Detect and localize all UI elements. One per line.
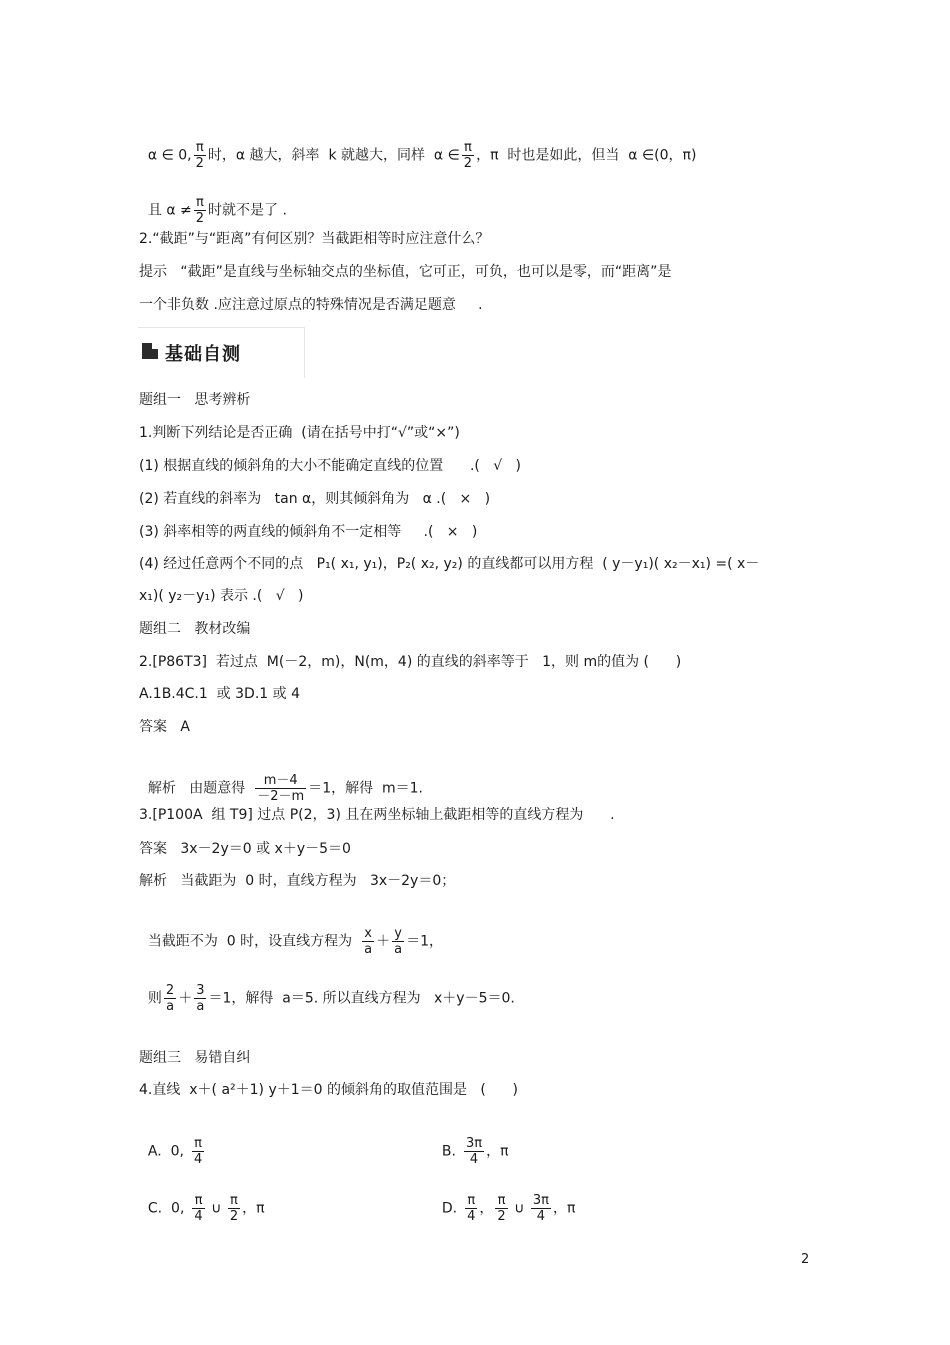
numerator: π bbox=[194, 1193, 203, 1208]
text-fragment: ＋ bbox=[376, 933, 391, 950]
denominator: a bbox=[394, 942, 403, 957]
text-fragment: 当截距不为 0 时，设直线方程为 bbox=[147, 933, 353, 950]
question-2-heading: 2.“截距”与“距离”有何区别？当截距相等时应注意什么？ bbox=[139, 231, 490, 247]
page-number: 2 bbox=[801, 1252, 810, 1267]
problem-4-stem: 4.直线 x＋( a²＋1) y＋1＝0 的倾斜角的取值范围是 ( ) bbox=[139, 1082, 518, 1098]
text-line bbox=[139, 122, 696, 171]
denominator: a bbox=[364, 942, 373, 957]
text-fragment: 则 bbox=[147, 990, 162, 1007]
fraction bbox=[194, 195, 206, 226]
fraction bbox=[192, 1193, 204, 1224]
denominator: 2 bbox=[497, 1209, 506, 1224]
statement-1: (1) 根据直线的倾斜角的大小不能确定直线的位置 .( √ ) bbox=[139, 458, 521, 474]
numerator: 2 bbox=[165, 983, 175, 998]
group-2-title: 题组二 教材改编 bbox=[139, 621, 251, 637]
problem-3-solution-1: 解析 当截距为 0 时，直线方程为 3x－2y＝0； bbox=[139, 873, 456, 889]
problem-2-options: A.1B.4C.1 或 3D.1 或 4 bbox=[139, 686, 300, 702]
denominator: 4 bbox=[194, 1209, 203, 1224]
numerator: π bbox=[195, 195, 204, 210]
text-fragment: 且 α ≠ bbox=[147, 202, 192, 219]
denominator: 4 bbox=[531, 1208, 551, 1224]
text-fragment: ，π 时也是如此，但当 α ∈(0，π) bbox=[476, 147, 697, 164]
fraction bbox=[255, 773, 306, 804]
tip-line-1: 提示 “截距”是直线与坐标轴交点的坐标值，它可正，可负，也可以是零，而“距离”是 bbox=[139, 264, 672, 280]
fraction bbox=[164, 983, 176, 1014]
numerator: π bbox=[194, 1136, 202, 1151]
text-fragment: ＝1， bbox=[406, 933, 444, 950]
tip-line-2: 一个非负数 .应注意过原点的特殊情况是否满足题意 . bbox=[139, 297, 483, 313]
statement-4-line-1: (4) 经过任意两个不同的点 P₁( x₁, y₁)，P₂( x₂, y₂) 的直线都可以用方程 ( y－y₁)( x₂－x₁) =( x－ bbox=[139, 556, 760, 572]
option-label: A. 0, bbox=[147, 1143, 184, 1160]
option-label: B. bbox=[441, 1143, 456, 1160]
option-a bbox=[139, 1118, 206, 1167]
section-header bbox=[138, 327, 305, 378]
statement-3: (3) 斜率相等的两直线的倾斜角不一定相等 .( × ) bbox=[139, 524, 478, 540]
statement-4-line-2: x₁)( y₂－y₁) 表示 .( √ ) bbox=[139, 588, 304, 604]
text-fragment: ＝1，解得 m＝1. bbox=[308, 780, 424, 797]
text-fragment: ， bbox=[479, 1200, 494, 1217]
option-c bbox=[139, 1175, 265, 1224]
text-fragment: ∪ bbox=[509, 1200, 529, 1217]
statement-2: (2) 若直线的斜率为 tan α，则其倾斜角为 α .( × ) bbox=[139, 491, 491, 507]
denominator: a bbox=[194, 998, 206, 1014]
section-title: 基础自测 bbox=[165, 344, 241, 365]
denominator: 4 bbox=[464, 1151, 484, 1167]
numerator: y bbox=[394, 926, 402, 941]
text-fragment: 时就不是了 . bbox=[208, 202, 287, 219]
text-fragment: ∪ bbox=[206, 1200, 226, 1217]
option-label: D. bbox=[441, 1200, 458, 1217]
fraction bbox=[228, 1193, 240, 1224]
text-fragment: ，π bbox=[242, 1200, 265, 1217]
numerator: 3 bbox=[196, 983, 205, 998]
fraction bbox=[194, 140, 206, 171]
denominator: a bbox=[164, 998, 176, 1014]
text-fragment: 时，α 越大，斜率 k 就越大，同样 α ∈ bbox=[207, 147, 460, 164]
numerator: π bbox=[195, 140, 204, 155]
group-3-title: 题组三 易错自纠 bbox=[139, 1050, 251, 1066]
numerator: π bbox=[497, 1193, 506, 1208]
problem-2-answer: 答案 A bbox=[139, 719, 190, 735]
numerator: 3π bbox=[465, 1136, 483, 1151]
fraction bbox=[465, 1193, 477, 1224]
section-square-icon bbox=[142, 343, 158, 359]
numerator: 3π bbox=[532, 1193, 549, 1208]
problem-2-stem: 2.[P86T3] 若过点 M(－2，m)，N(m，4) 的直线的斜率等于 1，则 m的值为 ( ) bbox=[139, 654, 682, 670]
problem-3-solution-3 bbox=[139, 965, 515, 1014]
denominator: 4 bbox=[467, 1209, 476, 1224]
fraction bbox=[464, 1136, 484, 1167]
denominator: 2 bbox=[463, 156, 473, 171]
problem-1-stem: 1.判断下列结论是否正确 (请在括号中打“√”或“×”) bbox=[139, 425, 460, 441]
option-d bbox=[433, 1175, 575, 1224]
text-fragment: ＋ bbox=[178, 990, 193, 1007]
numerator: π bbox=[230, 1193, 238, 1208]
text-fragment: ＝1，解得 a＝5. 所以直线方程为 x＋y－5＝0. bbox=[208, 990, 515, 1007]
numerator: m－4 bbox=[263, 773, 298, 788]
text-fragment: 解析 由题意得 bbox=[147, 780, 246, 797]
problem-3-stem: 3.[P100A 组 T9] 过点 P(2，3) 且在两坐标轴上截距相等的直线方程为 . bbox=[139, 807, 615, 823]
text-fragment: α ∈ 0, bbox=[147, 147, 192, 164]
problem-2-solution bbox=[139, 755, 423, 804]
text-line bbox=[139, 177, 287, 226]
option-b bbox=[433, 1118, 509, 1167]
denominator: 4 bbox=[193, 1152, 203, 1167]
denominator: 2 bbox=[195, 156, 204, 171]
problem-3-solution-2 bbox=[139, 908, 443, 957]
fraction bbox=[362, 926, 374, 957]
denominator: 2 bbox=[195, 211, 205, 226]
option-label: C. 0, bbox=[147, 1200, 185, 1217]
fraction bbox=[392, 926, 404, 957]
fraction bbox=[462, 140, 474, 171]
fraction bbox=[495, 1193, 507, 1224]
numerator: π bbox=[464, 140, 472, 155]
text-fragment: ，π bbox=[486, 1143, 509, 1160]
problem-3-answer: 答案 3x－2y＝0 或 x＋y－5＝0 bbox=[139, 841, 351, 857]
numerator: x bbox=[364, 926, 372, 941]
denominator: －2－m bbox=[257, 789, 305, 804]
text-fragment: ，π bbox=[552, 1200, 576, 1217]
fraction bbox=[194, 983, 206, 1014]
fraction bbox=[192, 1136, 204, 1167]
fraction bbox=[531, 1193, 551, 1224]
numerator: π bbox=[467, 1193, 476, 1208]
group-1-title: 题组一 思考辨析 bbox=[139, 392, 251, 408]
denominator: 2 bbox=[229, 1209, 239, 1224]
